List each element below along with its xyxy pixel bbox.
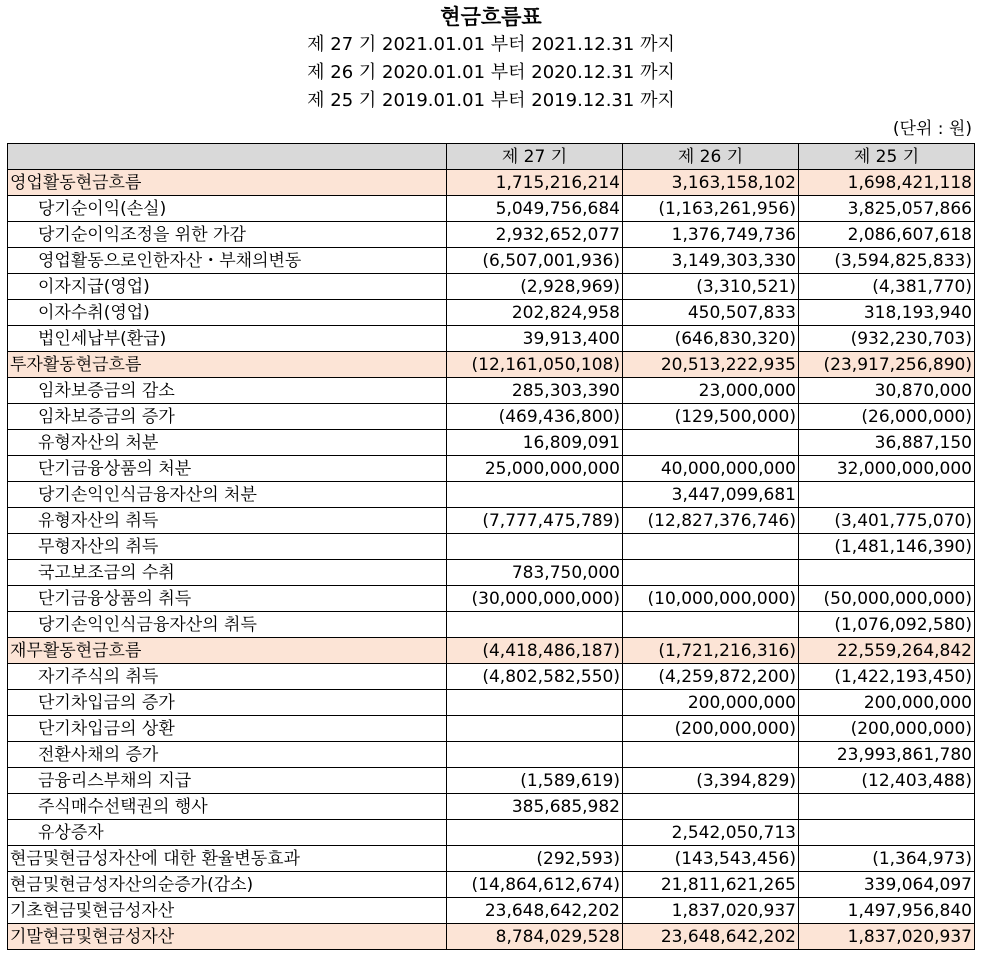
row-label: 금융리스부채의 지급 [8,768,447,794]
statement-title: 현금흐름표 [440,5,542,29]
row-value: 2,542,050,713 [623,820,799,846]
row-label: 영업활동으로인한자산・부채의변동 [8,248,447,274]
row-label: 당기순이익조정을 위한 가감 [8,222,447,248]
row-value: 23,993,861,780 [799,742,975,768]
table-row [8,690,975,716]
table-row [8,482,975,508]
table-header-row [8,144,975,170]
row-value: 22,559,264,842 [799,638,975,664]
row-label: 단기차입금의 상환 [8,716,447,742]
row-value: (200,000,000) [623,716,799,742]
row-value: 385,685,982 [447,794,623,820]
row-value: (1,721,216,316) [623,638,799,664]
row-value [623,560,799,586]
row-value: (143,543,456) [623,846,799,872]
row-label: 국고보조금의 수취 [8,560,447,586]
row-value: 36,887,150 [799,430,975,456]
row-value [623,430,799,456]
period-line-25: 제 25 기 2019.01.01 부터 2019.12.31 까지 [307,90,675,111]
row-value: 21,811,621,265 [623,872,799,898]
table-row [8,872,975,898]
row-value [447,612,623,638]
table-body [8,170,975,950]
row-value: (932,230,703) [799,326,975,352]
table-row [8,508,975,534]
row-label: 유형자산의 처분 [8,430,447,456]
row-value [623,742,799,768]
row-value [447,742,623,768]
row-value: (4,418,486,187) [447,638,623,664]
table-row [8,924,975,950]
row-value: (1,364,973) [799,846,975,872]
table-row [8,768,975,794]
row-value [799,482,975,508]
row-label: 임차보증금의 증가 [8,404,447,430]
row-value: (129,500,000) [623,404,799,430]
row-value: 5,049,756,684 [447,196,623,222]
period-line-27: 제 27 기 2021.01.01 부터 2021.12.31 까지 [307,34,675,55]
row-label: 이자수취(영업) [8,300,447,326]
row-value: 25,000,000,000 [447,456,623,482]
unit-label: (단위 : 원) [892,119,972,139]
header-period-26: 제 26 기 [623,144,799,170]
row-value: 285,303,390 [447,378,623,404]
cash-flow-table [7,143,975,950]
row-value: (6,507,001,936) [447,248,623,274]
table-row [8,638,975,664]
table-row [8,560,975,586]
row-label: 전환사채의 증가 [8,742,447,768]
row-value: (1,481,146,390) [799,534,975,560]
table-row [8,248,975,274]
row-value: (1,163,261,956) [623,196,799,222]
table-row [8,300,975,326]
row-value: (646,830,320) [623,326,799,352]
row-value: (12,403,488) [799,768,975,794]
row-value: 1,715,216,214 [447,170,623,196]
row-value [447,820,623,846]
row-label: 현금및현금성자산의순증가(감소) [8,872,447,898]
row-value: (3,594,825,833) [799,248,975,274]
row-label: 기초현금및현금성자산 [8,898,447,924]
row-value: (200,000,000) [799,716,975,742]
row-label: 재무활동현금흐름 [8,638,447,664]
row-value: 32,000,000,000 [799,456,975,482]
row-value: 3,163,158,102 [623,170,799,196]
row-value [623,612,799,638]
table-row [8,716,975,742]
row-value [447,482,623,508]
row-value: (1,589,619) [447,768,623,794]
row-value: 30,870,000 [799,378,975,404]
table-row [8,664,975,690]
table-row [8,326,975,352]
row-value: (1,422,193,450) [799,664,975,690]
row-value: (4,381,770) [799,274,975,300]
row-label: 당기손익인식금융자산의 처분 [8,482,447,508]
row-value: 2,086,607,618 [799,222,975,248]
row-label: 임차보증금의 감소 [8,378,447,404]
row-value: 318,193,940 [799,300,975,326]
row-label: 자기주식의 취득 [8,664,447,690]
table-row [8,794,975,820]
header-period-25: 제 25 기 [799,144,975,170]
table-row [8,170,975,196]
row-label: 단기금융상품의 처분 [8,456,447,482]
row-value: 3,825,057,866 [799,196,975,222]
period-line-26: 제 26 기 2020.01.01 부터 2020.12.31 까지 [307,62,675,83]
row-value: (14,864,612,674) [447,872,623,898]
row-value: 3,149,303,330 [623,248,799,274]
row-value: 339,064,097 [799,872,975,898]
row-value: 200,000,000 [799,690,975,716]
row-label: 당기순이익(손실) [8,196,447,222]
row-value: (3,394,829) [623,768,799,794]
header-period-27: 제 27 기 [447,144,623,170]
row-value: 23,648,642,202 [447,898,623,924]
row-value: (292,593) [447,846,623,872]
row-label: 법인세납부(환급) [8,326,447,352]
row-value: (7,777,475,789) [447,508,623,534]
row-value: 1,698,421,118 [799,170,975,196]
row-value [799,794,975,820]
table-row [8,404,975,430]
table-row [8,274,975,300]
row-value: (2,928,969) [447,274,623,300]
row-value: (12,161,050,108) [447,352,623,378]
row-value: (3,401,775,070) [799,508,975,534]
row-value: 1,837,020,937 [799,924,975,950]
row-label: 무형자산의 취득 [8,534,447,560]
table-row [8,742,975,768]
row-value: 23,000,000 [623,378,799,404]
row-value: (10,000,000,000) [623,586,799,612]
row-value: (30,000,000,000) [447,586,623,612]
row-label: 유상증자 [8,820,447,846]
table-row [8,430,975,456]
row-value [623,534,799,560]
row-value [799,560,975,586]
row-value: 40,000,000,000 [623,456,799,482]
row-value: 1,376,749,736 [623,222,799,248]
row-value: (50,000,000,000) [799,586,975,612]
row-value: 2,932,652,077 [447,222,623,248]
row-value: 39,913,400 [447,326,623,352]
table-row [8,846,975,872]
row-value: 1,497,956,840 [799,898,975,924]
row-label: 영업활동현금흐름 [8,170,447,196]
row-value: 3,447,099,681 [623,482,799,508]
table-row [8,196,975,222]
row-label: 투자활동현금흐름 [8,352,447,378]
row-label: 이자지급(영업) [8,274,447,300]
row-value [447,716,623,742]
row-label: 주식매수선택권의 행사 [8,794,447,820]
row-value: (1,076,092,580) [799,612,975,638]
row-label: 유형자산의 취득 [8,508,447,534]
header-account [8,144,447,170]
row-label: 현금및현금성자산에 대한 환율변동효과 [8,846,447,872]
row-value: 16,809,091 [447,430,623,456]
table-row [8,222,975,248]
row-value: 783,750,000 [447,560,623,586]
row-value [799,820,975,846]
row-value: 450,507,833 [623,300,799,326]
row-value: (26,000,000) [799,404,975,430]
row-value: (4,259,872,200) [623,664,799,690]
row-value: (23,917,256,890) [799,352,975,378]
row-value: 23,648,642,202 [623,924,799,950]
table-row [8,352,975,378]
row-value: (12,827,376,746) [623,508,799,534]
row-value: 200,000,000 [623,690,799,716]
row-value [447,534,623,560]
table-row [8,586,975,612]
row-value: 20,513,222,935 [623,352,799,378]
row-label: 단기차입금의 증가 [8,690,447,716]
table-row [8,534,975,560]
table-row [8,456,975,482]
row-label: 당기손익인식금융자산의 취득 [8,612,447,638]
table-row [8,378,975,404]
row-value: 8,784,029,528 [447,924,623,950]
table-row [8,820,975,846]
row-value: 202,824,958 [447,300,623,326]
row-value: 1,837,020,937 [623,898,799,924]
row-value: (3,310,521) [623,274,799,300]
row-label: 기말현금및현금성자산 [8,924,447,950]
row-value: (4,802,582,550) [447,664,623,690]
row-value [623,794,799,820]
row-value [447,690,623,716]
row-label: 단기금융상품의 취득 [8,586,447,612]
table-row [8,612,975,638]
table-row [8,898,975,924]
row-value: (469,436,800) [447,404,623,430]
